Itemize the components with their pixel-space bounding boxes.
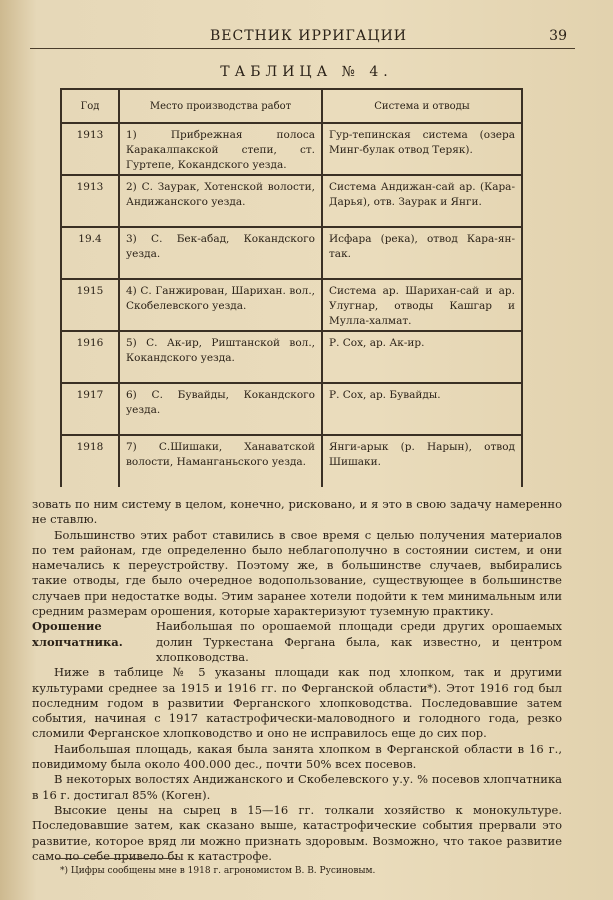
section-heading: Орошение хлопчатника. [32,619,123,649]
section-cotton-irrigation [32,619,562,665]
cell-year: 1913 [61,123,119,175]
cell-place: 4) С. Ганжирован, Шарихан. вол., Скобелевского уезда. [119,279,322,331]
table-row [61,123,522,175]
works-table [60,88,523,487]
cell-place: 2) С. Заурак, Хотенской волости, Андижанского уезда. [119,175,322,227]
page-number: 39 [549,28,567,44]
cell-year: 1913 [61,175,119,227]
table-header-row [61,89,522,123]
table-row [61,175,522,227]
cell-system: Система Андижан-сай ар. (Кара-Дарья), отв. Заурак и Янги. [322,175,522,227]
cell-system: Гур-тепинская система (озера Минг-булак отвод Теряк). [322,123,522,175]
journal-title: ВЕСТНИК ИРРИГАЦИИ [210,28,408,44]
cell-system: Система ар. Шарихан-сай и ар. Улугнар, отводы Кашгар и Мулла-халмат. [322,279,522,331]
cell-year: 1917 [61,383,119,435]
column-header-year: Год [61,89,119,123]
footnote: *) Цифры сообщены мне в 1918 г. агрономистом В. В. Русиновым. [60,866,376,876]
paragraph: зовать по ним систему в целом, конечно, рисковано, и я это в свою задачу намеренно не ставлю. [32,497,562,527]
running-header [30,28,575,49]
cell-system: Исфара (река), отвод Кара-ян-так. [322,227,522,279]
cell-place: 7) С.Шишаки, Ханаватской волости, Наманганьского уезда. [119,435,322,487]
column-header-system: Система и отводы [322,89,522,123]
paragraph: В некоторых волостях Андижанского и Скобелевского у.у. % посевов хлопчатника в 16 г. достигал 85% (Коген). [32,772,562,802]
body-text [32,497,562,864]
cell-year: 1916 [61,331,119,383]
cell-place: 6) С. Бувайды, Кокандского уезда. [119,383,322,435]
cell-system: Янги-арык (р. Нарын), отвод Шишаки. [322,435,522,487]
table-row [61,383,522,435]
cell-year: 1918 [61,435,119,487]
paragraph: Высокие цены на сырец в 15—16 гг. толкали хозяйство к монокультуре. Последовавшие затем, как сказано выше, катастрофические события прервали это развитие, которое вряд ли можно признать здоровым. Возможно, что такое развитие само по себе привело бы к катастрофе. [32,802,562,863]
table-row [61,279,522,331]
column-header-place: Место производства работ [119,89,322,123]
cell-system: Р. Сох, ар. Ак-ир. [322,331,522,383]
table-title: ТАБЛИЦА № 4. [220,64,393,80]
paragraph: Ниже в таблице № 5 указаны площади как под хлопком, так и другими культурами среднее за 1915 и 1916 гг. по Ферганской области*). Этот 1916 год был последним годом в развитии Ферганского хлопководства. Последовавшие затем события, начиная с 1917 катастрофически-маловодного и голодного года, резко сломили Ферганское хлопководство и оно не исправилось еще до сих пор. [32,665,562,741]
cell-year: 19.4 [61,227,119,279]
cell-place: 1) Прибрежная полоса Каракалпакской степи, ст. Гуртепе, Кокандского уезда. [119,123,322,175]
paragraph: Наибольшая площадь, какая была занята хлопком в Ферганской области в 16 г., повидимому была около 400.000 дес., почти 50% всех посевов. [32,741,562,772]
cell-place: 3) С. Бек-абад, Кокандского уезда. [119,227,322,279]
table-row [61,435,522,487]
cell-year: 1915 [61,279,119,331]
table-row [61,227,522,279]
paragraph: Большинство этих работ ставились в свое время с целью получения материалов по тем районам, где определенно было неблагополучно в состоянии систем, и они намечались к переустройству. Поэтому же, в большинстве случаев, выбирались такие отводы, где было очередное водопользование, существующее в большинстве случаев при недостатке воды. Этим заранее хотели подойти к тем минимальным или средним размерам орошения, которые характеризуют туземную практику. [32,527,562,619]
cell-system: Р. Сох, ар. Бувайды. [322,383,522,435]
section-lead: Наибольшая по орошаемой площади среди других орошаемых долин Туркестана Фергана была, как известно, и центром хлопководства. [156,619,562,664]
table-row [61,331,522,383]
cell-place: 5) С. Ак-ир, Риштанской вол., Кокандского уезда. [119,331,322,383]
footnote-rule [56,858,176,859]
